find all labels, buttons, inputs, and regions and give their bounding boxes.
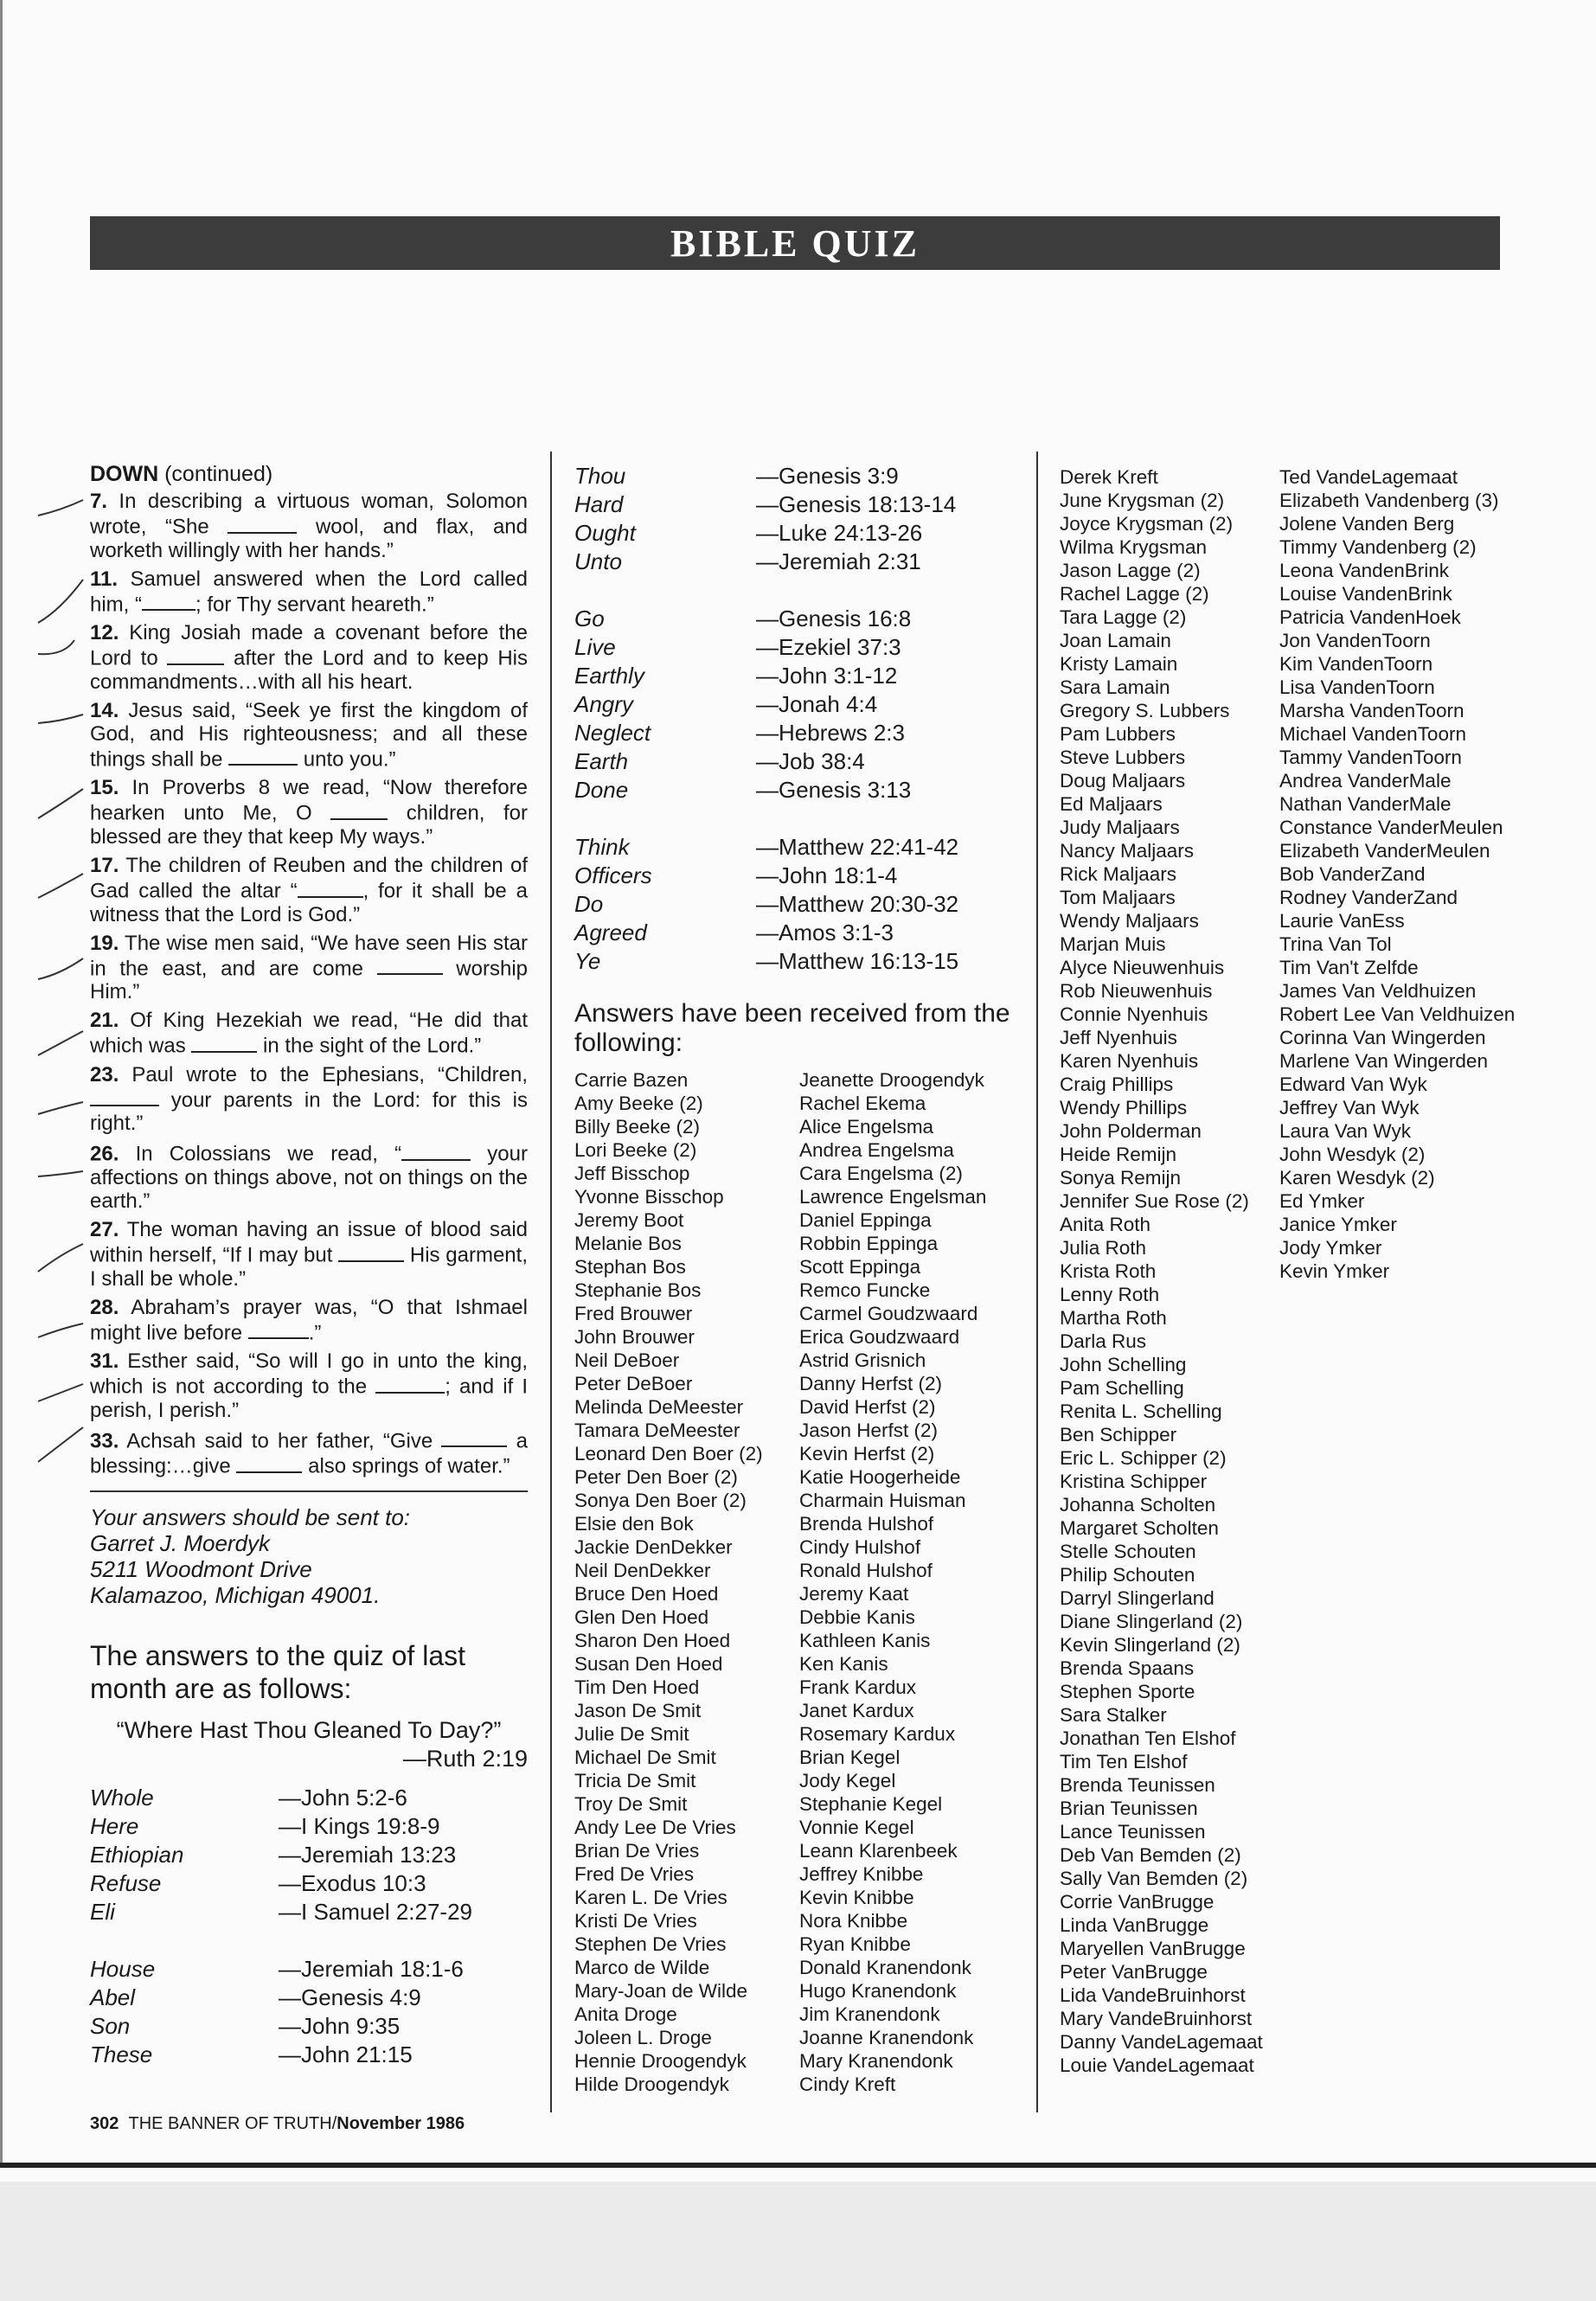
name-entry: Martha Roth <box>1060 1307 1167 1329</box>
name-entry: Trina Van Tol <box>1279 933 1392 955</box>
name-entry: Jeanette Droogendyk <box>799 1069 984 1091</box>
name-entry: Stelle Schouten <box>1060 1541 1196 1562</box>
name-entry: Kristina Schipper <box>1060 1471 1208 1492</box>
name-entry: Joan Lamain <box>1060 630 1171 651</box>
question-12: 12. King Josiah made a covenant before the Lord to after the Lord and to keep His commandments…with all his heart. <box>90 621 528 694</box>
name-entry: Ben Schipper <box>1060 1424 1177 1445</box>
name-entry: Mary VandeBruinhorst <box>1060 2008 1253 2029</box>
name-entry: Robert Lee Van Veldhuizen <box>1279 1003 1516 1025</box>
name-entry: Craig Phillips <box>1060 1074 1174 1095</box>
answer-row: Live —Ezekiel 37:3 <box>574 634 901 660</box>
name-entry: Marjan Muis <box>1060 933 1166 955</box>
name-entry: Katie Hoogerheide <box>799 1466 961 1488</box>
name-entry: Mary Kranendonk <box>799 2050 953 2072</box>
answer-row: Hard —Genesis 18:13-14 <box>574 491 957 517</box>
name-entry: Glen Den Hoed <box>574 1606 709 1628</box>
banner <box>90 216 1500 270</box>
name-entry: Deb Van Bemden (2) <box>1060 1844 1241 1866</box>
answer-row: Officers —John 18:1-4 <box>574 862 898 888</box>
name-entry: Edward Van Wyk <box>1279 1074 1427 1095</box>
name-entry: Rodney VanderZand <box>1279 887 1458 908</box>
page-bottom-edge <box>0 2163 1596 2168</box>
answer-row: Unto —Jeremiah 2:31 <box>574 548 921 574</box>
answer-row: Ought —Luke 24:13-26 <box>574 520 923 546</box>
name-entry: Ken Kanis <box>799 1653 888 1675</box>
name-entry: Krista Roth <box>1060 1260 1157 1282</box>
answer-row: Go —Genesis 16:8 <box>574 606 912 631</box>
names-grid <box>574 1068 1024 2096</box>
name-entry: Karen Wesdyk (2) <box>1279 1167 1435 1189</box>
name-entry: Tom Maljaars <box>1060 887 1176 908</box>
question-17: 17. The children of Reuben and the children of Gad called the altar “ , for it shall be a witness that the Lord is God.” <box>90 853 528 926</box>
question-23: 23. Paul wrote to the Ephesians, “Children, your parents in the Lord: for this is right.” <box>90 1062 528 1136</box>
issue-date: November 1986 <box>337 2114 465 2133</box>
answer-table-part2 <box>574 463 958 977</box>
name-entry: Troy De Smit <box>574 1793 688 1815</box>
name-entry: Diane Slingerland (2) <box>1060 1611 1243 1632</box>
name-entry: David Herfst (2) <box>799 1396 936 1418</box>
name-entry: Stephen Sporte <box>1060 1681 1195 1702</box>
name-entry: Pam Lubbers <box>1060 723 1176 745</box>
name-entry: Darla Rus <box>1060 1330 1147 1352</box>
name-entry: Andy Lee De Vries <box>574 1817 736 1838</box>
name-entry: Sharon Den Hoed <box>574 1630 731 1651</box>
name-entry: Tricia De Smit <box>574 1770 696 1791</box>
banner-title: BIBLE QUIZ <box>670 221 920 265</box>
name-entry: Lance Teunissen <box>1060 1821 1206 1843</box>
question-28: 28. Abraham’s prayer was, “O that Ishmael might live before .” <box>90 1295 528 1345</box>
name-entry: Heide Remijn <box>1060 1144 1177 1165</box>
name-entry: Cindy Kreft <box>799 2073 896 2095</box>
name-entry: Jody Kegel <box>799 1770 896 1791</box>
name-entry: Judy Maljaars <box>1060 817 1180 838</box>
name-entry: Rob Nieuwenhuis <box>1060 980 1213 1002</box>
answer-row: Abel —Genesis 4:9 <box>90 1984 421 2010</box>
answer-row: Here —I Kings 19:8-9 <box>90 1812 440 1839</box>
name-entry: Frank Kardux <box>799 1676 917 1698</box>
question-33: 33. Achsah said to her father, “Give a blessing:…give also springs of water.” <box>90 1427 528 1478</box>
answer-row: Done —Genesis 3:13 <box>574 777 912 803</box>
name-entry: Kristi De Vries <box>574 1910 697 1932</box>
name-entry: Jim Kranendonk <box>799 2003 940 2025</box>
name-entry: Robbin Eppinga <box>799 1233 939 1254</box>
name-entry: Rick Maljaars <box>1060 863 1177 885</box>
name-entry: Kevin Slingerland (2) <box>1060 1634 1240 1656</box>
name-entry: Darryl Slingerland <box>1060 1587 1215 1609</box>
name-entry: Sally Van Bemden (2) <box>1060 1868 1248 1889</box>
question-11: 11. Samuel answered when the Lord called him, “ ; for Thy servant heareth.” <box>90 567 528 617</box>
last-month-heading: The answers to the quiz of last month are as follows: <box>90 1639 465 1704</box>
last-month-title-reference: —Ruth 2:19 <box>402 1745 528 1772</box>
name-entry: Peter Den Boer (2) <box>574 1466 738 1488</box>
answer-row: Do —Matthew 20:30-32 <box>574 891 959 917</box>
answer-row: Whole —John 5:2-6 <box>90 1784 407 1811</box>
name-entry: James Van Veldhuizen <box>1279 980 1477 1002</box>
name-entry: Ryan Knibbe <box>799 1933 911 1955</box>
name-entry: Danny VandeLagemaat <box>1060 2031 1263 2053</box>
name-entry: Tim Van't Zelfde <box>1279 957 1419 978</box>
name-entry: Daniel Eppinga <box>799 1209 932 1231</box>
question-14: 14. Jesus said, “Seek ye first the kingdom of God, and His righteousness; and all these things shall be unto you.” <box>90 698 528 772</box>
name-entry: Bruce Den Hoed <box>574 1583 719 1605</box>
page-number: 302 <box>90 2114 119 2133</box>
name-entry: Amy Beeke (2) <box>574 1093 703 1114</box>
name-entry: Stephen De Vries <box>574 1933 727 1955</box>
name-entry: Karen Nyenhuis <box>1060 1050 1199 1072</box>
name-entry: Joleen L. Droge <box>574 2027 712 2048</box>
name-entry: John Polderman <box>1060 1120 1202 1142</box>
name-entry: Nathan VanderMale <box>1279 793 1452 815</box>
question-15: 15. In Proverbs 8 we read, “Now therefore hearken unto Me, O children, for blessed are they that keep My ways.” <box>90 776 528 849</box>
name-entry: John Brouwer <box>574 1326 695 1348</box>
name-entry: Alice Engelsma <box>799 1116 934 1138</box>
name-entry: Jennifer Sue Rose (2) <box>1060 1190 1249 1212</box>
name-entry: Stephan Bos <box>574 1256 686 1278</box>
answer-row: Thou —Genesis 3:9 <box>574 463 899 489</box>
name-entry: Janice Ymker <box>1279 1214 1397 1235</box>
name-entry: Jason De Smit <box>574 1700 702 1721</box>
answer-row: Refuse —Exodus 10:3 <box>90 1869 426 1896</box>
name-entry: Kevin Ymker <box>1279 1260 1390 1282</box>
name-entry: Peter VanBrugge <box>1060 1961 1208 1983</box>
name-entry: Astrid Grisnich <box>799 1349 926 1371</box>
name-entry: Alyce Nieuwenhuis <box>1060 957 1225 978</box>
name-entry: Jonathan Ten Elshof <box>1060 1727 1236 1749</box>
name-entry: Jon VandenToorn <box>1279 630 1431 651</box>
name-entry: Anita Roth <box>1060 1214 1151 1235</box>
name-entry: Margaret Scholten <box>1060 1517 1219 1539</box>
name-entry: Elsie den Bok <box>574 1513 694 1535</box>
name-entry: Jeremy Kaat <box>799 1583 909 1605</box>
name-entry: Ed Maljaars <box>1060 793 1163 815</box>
name-entry: Doug Maljaars <box>1060 770 1186 792</box>
name-entry: Nora Knibbe <box>799 1910 908 1932</box>
name-entry: Brenda Spaans <box>1060 1657 1195 1679</box>
question-7: 7. In describing a virtuous woman, Solomon wrote, “She wool, and flax, and worketh willingly with her hands.” <box>90 490 528 562</box>
name-entry: June Krygsman (2) <box>1060 490 1225 511</box>
name-entry: Kathleen Kanis <box>799 1630 931 1651</box>
name-entry: Louise VandenBrink <box>1279 583 1452 605</box>
name-entry: Marsha VandenToorn <box>1279 700 1465 721</box>
name-entry: Ted VandeLagemaat <box>1279 466 1458 488</box>
name-entry: Karen L. De Vries <box>574 1887 727 1908</box>
name-entry: Laura Van Wyk <box>1279 1120 1411 1142</box>
name-entry: Leona VandenBrink <box>1279 560 1449 581</box>
name-entry: Jody Ymker <box>1279 1237 1382 1259</box>
answer-table-part1 <box>90 1786 472 2072</box>
name-entry: Sonya Remijn <box>1060 1167 1182 1189</box>
name-entry: Kevin Knibbe <box>799 1887 914 1908</box>
handwritten-marks <box>35 493 95 1574</box>
name-entry: Carrie Bazen <box>574 1069 689 1091</box>
answer-row: Earthly —John 3:1-12 <box>574 663 898 689</box>
name-entry: Eric L. Schipper (2) <box>1060 1447 1227 1469</box>
name-entry: Hilde Droogendyk <box>574 2073 729 2095</box>
name-entry: Derek Kreft <box>1060 466 1158 488</box>
name-entry: Bob VanderZand <box>1279 863 1426 885</box>
name-entry: Remco Funcke <box>799 1279 931 1301</box>
name-entry: Connie Nyenhuis <box>1060 1003 1208 1025</box>
name-entry: Tara Lagge (2) <box>1060 606 1187 628</box>
name-entry: Jeremy Boot <box>574 1209 684 1231</box>
name-entry: Corinna Van Wingerden <box>1279 1027 1486 1048</box>
name-entry: Marco de Wilde <box>574 1957 710 1978</box>
name-entry: John Wesdyk (2) <box>1279 1144 1426 1165</box>
answer-row: Angry —Jonah 4:4 <box>574 691 878 717</box>
name-entry: Debbie Kanis <box>799 1606 915 1628</box>
name-entry: Jeff Nyenhuis <box>1060 1027 1177 1048</box>
question-26: 26. In Colossians we read, “ your affections on things above, not on things on the earth.” <box>90 1140 528 1213</box>
name-entry: Peter DeBoer <box>574 1373 693 1394</box>
column-divider <box>550 452 552 2112</box>
name-entry: Joyce Krygsman (2) <box>1060 513 1234 535</box>
name-entry: Susan Den Hoed <box>574 1653 723 1675</box>
name-entry: Jason Lagge (2) <box>1060 560 1201 581</box>
answer-row: Ethiopian —Jeremiah 13:23 <box>90 1841 457 1868</box>
names-list-d <box>1279 465 1565 1283</box>
name-entry: Andrea VanderMale <box>1279 770 1452 792</box>
quiz-header: DOWN (continued) <box>90 462 273 486</box>
names-list-c <box>1060 465 1276 2077</box>
name-entry: Julie De Smit <box>574 1723 689 1745</box>
name-entry: Jolene Vanden Berg <box>1279 513 1455 535</box>
send-answers-to: Your answers should be sent to: Garret J. Moerdyk 5211 Woodmont Drive Kalamazoo, Michigan 49001. <box>90 1490 528 1608</box>
name-entry: Fred De Vries <box>574 1863 694 1885</box>
name-entry: Jeffrey Knibbe <box>799 1863 924 1885</box>
name-entry: Jason Herfst (2) <box>799 1420 939 1441</box>
name-entry: Lenny Roth <box>1060 1284 1160 1305</box>
name-entry: Carmel Goudzwaard <box>799 1303 978 1324</box>
answer-row: Son —John 9:35 <box>90 2012 401 2039</box>
name-entry: Hugo Kranendonk <box>799 1980 957 2002</box>
names-list-b <box>799 1068 1024 2096</box>
name-entry: Cindy Hulshof <box>799 1536 921 1558</box>
name-entry: Pam Schelling <box>1060 1377 1184 1399</box>
name-entry: Brenda Hulshof <box>799 1513 934 1535</box>
answer-row: Earth —Job 38:4 <box>574 748 865 774</box>
question-21: 21. Of King Hezekiah we read, “He did that which was in the sight of the Lord.” <box>90 1009 528 1058</box>
name-entry: Tamara DeMeester <box>574 1420 740 1441</box>
name-entry: Jeffrey Van Wyk <box>1279 1097 1420 1118</box>
answer-row: Think —Matthew 22:41-42 <box>574 834 959 860</box>
name-entry: Nancy Maljaars <box>1060 840 1195 862</box>
name-entry: Steve Lubbers <box>1060 747 1186 768</box>
name-entry: Mary-Joan de Wilde <box>574 1980 748 2002</box>
name-entry: Brian De Vries <box>574 1840 700 1862</box>
name-entry: Gregory S. Lubbers <box>1060 700 1230 721</box>
name-entry: Melanie Bos <box>574 1233 682 1254</box>
name-entry: Michael De Smit <box>574 1747 716 1768</box>
name-entry: Elizabeth VanderMeulen <box>1279 840 1490 862</box>
name-entry: Rachel Lagge (2) <box>1060 583 1209 605</box>
name-entry: Stephanie Kegel <box>799 1793 943 1815</box>
name-entry: Lori Beeke (2) <box>574 1139 697 1161</box>
name-entry: Vonnie Kegel <box>799 1817 914 1838</box>
name-entry: Wilma Krygsman <box>1060 536 1208 558</box>
name-entry: Rachel Ekema <box>799 1093 926 1114</box>
name-entry: Danny Herfst (2) <box>799 1373 943 1394</box>
name-entry: Kim VandenToorn <box>1279 653 1433 675</box>
name-entry: Hennie Droogendyk <box>574 2050 747 2072</box>
name-entry: Yvonne Bisschop <box>574 1186 724 1208</box>
name-entry: Anita Droge <box>574 2003 677 2025</box>
name-entry: Scott Eppinga <box>799 1256 921 1278</box>
name-entry: Constance VanderMeulen <box>1279 817 1503 838</box>
column-divider <box>1036 452 1038 2112</box>
name-entry: Julia Roth <box>1060 1237 1147 1259</box>
answer-row: These —John 21:15 <box>90 2041 413 2067</box>
answers-received-column <box>574 463 1024 2096</box>
name-entry: Cara Engelsma (2) <box>799 1163 963 1184</box>
name-entry: Charmain Huisman <box>799 1490 966 1511</box>
name-entry: Donald Kranendonk <box>799 1957 971 1978</box>
name-entry: Maryellen VanBrugge <box>1060 1938 1246 1959</box>
last-month-title: “Where Hast Thou Gleaned To Day?” <box>116 1716 502 1743</box>
name-entry: Tammy VandenToorn <box>1279 747 1462 768</box>
name-entry: Janet Kardux <box>799 1700 914 1721</box>
answer-row: Ye —Matthew 16:13-15 <box>574 948 959 974</box>
name-entry: Elizabeth Vandenberg (3) <box>1279 490 1499 511</box>
received-heading: Answers have been received from the following: <box>574 999 1010 1057</box>
name-entry: Stephanie Bos <box>574 1279 702 1301</box>
name-entry: Michael VandenToorn <box>1279 723 1466 745</box>
name-entry: Erica Goudzwaard <box>799 1326 960 1348</box>
name-entry: Patricia VandenHoek <box>1279 606 1461 628</box>
name-entry: Louie VandeLagemaat <box>1060 2054 1254 2076</box>
name-entry: Tim Den Hoed <box>574 1676 700 1698</box>
name-entry: Jeff Bisschop <box>574 1163 690 1184</box>
answer-row: Agreed —Amos 3:1-3 <box>574 920 894 945</box>
page-footer: 302 THE BANNER OF TRUTH/November 1986 <box>90 2114 465 2133</box>
name-entry: Joanne Kranendonk <box>799 2027 974 2048</box>
name-entry: Leann Klarenbeek <box>799 1840 958 1862</box>
name-entry: Wendy Phillips <box>1060 1097 1188 1118</box>
quiz-column <box>90 463 528 2072</box>
page-left-edge <box>0 0 3 2168</box>
answer-row: House —Jeremiah 18:1-6 <box>90 1955 464 1982</box>
name-entry: Lawrence Engelsman <box>799 1186 987 1208</box>
name-entry: Sonya Den Boer (2) <box>574 1490 747 1511</box>
name-entry: Neil DeBoer <box>574 1349 680 1371</box>
question-19: 19. The wise men said, “We have seen His star in the east, and are come worship Him.” <box>90 931 528 1004</box>
name-entry: Philip Schouten <box>1060 1564 1195 1586</box>
name-entry: Brenda Teunissen <box>1060 1774 1215 1796</box>
name-entry: Corrie VanBrugge <box>1060 1891 1215 1913</box>
name-entry: Neil DenDekker <box>574 1560 711 1581</box>
name-entry: Kristy Lamain <box>1060 653 1178 675</box>
name-entry: Brian Teunissen <box>1060 1798 1198 1819</box>
name-entry: Sara Lamain <box>1060 676 1170 698</box>
name-entry: John Schelling <box>1060 1354 1187 1375</box>
name-entry: Melinda DeMeester <box>574 1396 744 1418</box>
answer-row: Neglect —Hebrews 2:3 <box>574 720 905 746</box>
answer-row: Eli —I Samuel 2:27-29 <box>90 1898 473 1925</box>
name-entry: Sara Stalker <box>1060 1704 1167 1726</box>
question-27: 27. The woman having an issue of blood said within herself, “If I may but His garment, I shall be whole.” <box>90 1217 528 1291</box>
name-entry: Fred Brouwer <box>574 1303 693 1324</box>
name-entry: Timmy Vandenberg (2) <box>1279 536 1477 558</box>
publication-name: THE BANNER OF TRUTH <box>128 2114 332 2133</box>
name-entry: Jackie DenDekker <box>574 1536 733 1558</box>
question-31: 31. Esther said, “So will I go in unto the king, which is not according to the ; and if I perish, I perish.” <box>90 1349 528 1422</box>
name-entry: Wendy Maljaars <box>1060 910 1199 932</box>
name-entry: Ronald Hulshof <box>799 1560 933 1581</box>
name-entry: Billy Beeke (2) <box>574 1116 701 1138</box>
name-entry: Kevin Herfst (2) <box>799 1443 935 1465</box>
name-entry: Lisa VandenToorn <box>1279 676 1435 698</box>
name-entry: Leonard Den Boer (2) <box>574 1443 763 1465</box>
name-entry: Rosemary Kardux <box>799 1723 956 1745</box>
name-entry: Tim Ten Elshof <box>1060 1751 1188 1772</box>
name-entry: Andrea Engelsma <box>799 1139 954 1161</box>
names-list-a <box>574 1068 799 2096</box>
name-entry: Laurie VanEss <box>1279 910 1405 932</box>
name-entry: Brian Kegel <box>799 1747 901 1768</box>
name-entry: Ed Ymker <box>1279 1190 1365 1212</box>
name-entry: Marlene Van Wingerden <box>1279 1050 1488 1072</box>
name-entry: Linda VanBrugge <box>1060 1914 1209 1936</box>
name-entry: Johanna Scholten <box>1060 1494 1216 1516</box>
name-entry: Renita L. Schelling <box>1060 1400 1222 1422</box>
name-entry: Lida VandeBruinhorst <box>1060 1984 1246 2006</box>
